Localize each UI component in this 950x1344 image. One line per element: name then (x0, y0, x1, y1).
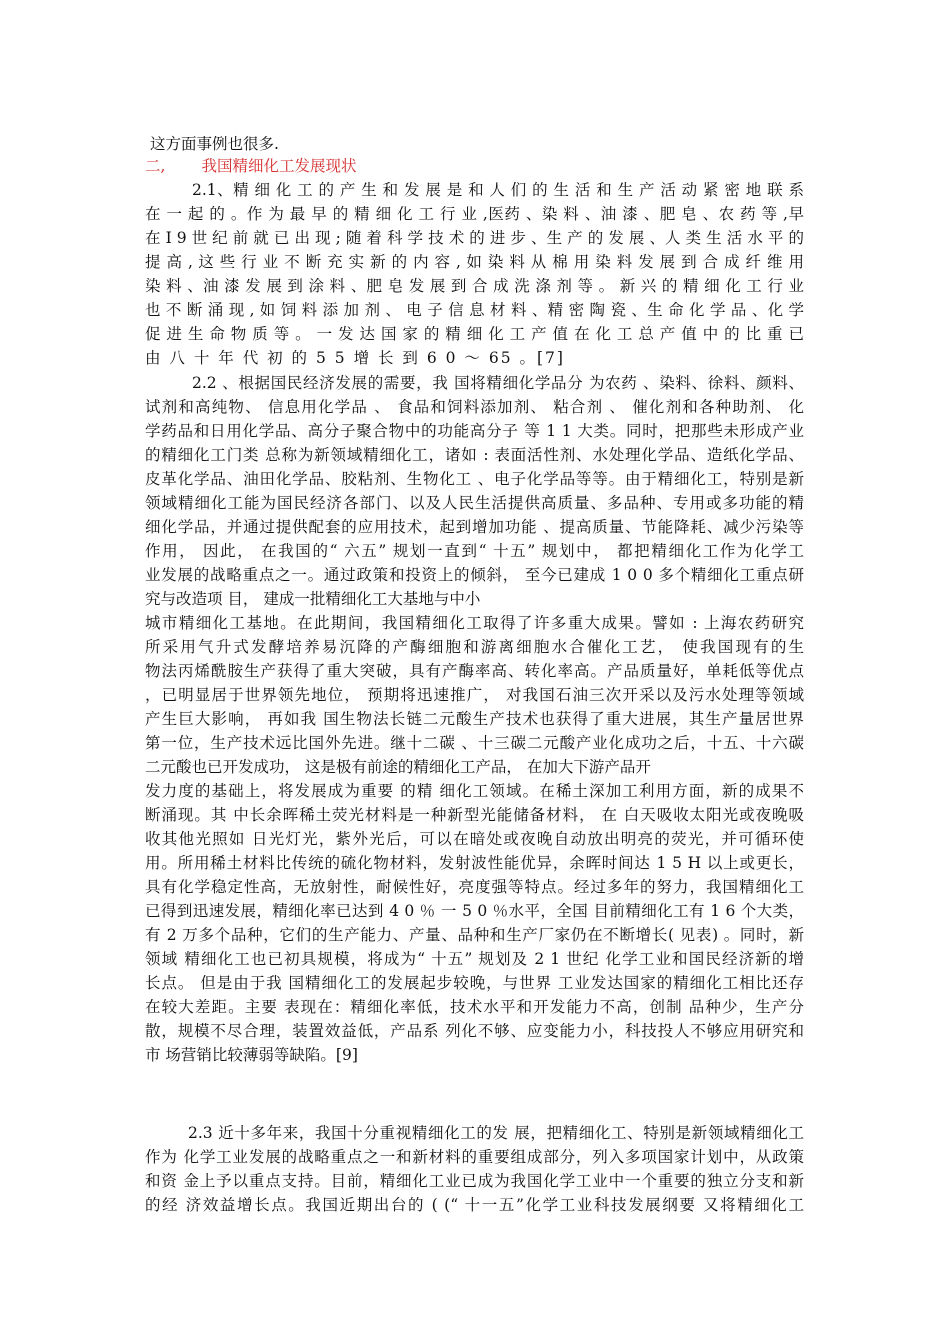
paragraph-2-1-line: 2.1、精 细 化 工 的 产 生 和 发 展 是 和 人 们 的 生 活 和 生 产 活 动 紧 密 地 联 系 (192, 181, 804, 199)
paragraph-2-2-line: 皮革化学品、油田化学品、胶粘剂、生物化工 、电子化学品等等。由于精细化工，特别是新 (145, 470, 804, 488)
intro-line: 这方面事例也很多. (150, 135, 279, 153)
paragraph-2-3-line: 的经 济效益增长点。我国近期出台的 ( (“ 十一五”化学工业科技发展纲要 又将精细化工 (145, 1196, 804, 1214)
paragraph-2-2-line: 城市精细化工基地。在此期间，我国精细化工取得了许多重大成果。譬如 : 上海农药研究 (145, 614, 804, 632)
paragraph-2-2-line: 究与改造项 目， 建成一批精细化工大基地与中小 (145, 590, 481, 608)
section-title: 我国精细化工发展现状 (201, 157, 357, 175)
paragraph-2-2-line: 2.2 、根据国民经济发展的需要，我 国将精细化学品分 为农药 、染料、徐料、颜料、 (192, 374, 804, 392)
paragraph-2-3-line: 和资 金上予以重点支持。目前，精细化工业已成为我国化学工业中一个重要的独立分支和新 (145, 1172, 804, 1190)
section-number: 二, (145, 157, 166, 175)
paragraph-2-2-line: 长点。 但是由于我 国精细化工的发展起步较晚，与世界 工业发达国家的精细化工相比还存 (145, 974, 804, 992)
paragraph-2-2-line: 散，规模不尽合理，装置效益低，产品系 列化不够、应变能力小，科技投人不够应用研究和 (145, 1022, 804, 1040)
paragraph-2-2-line: 领域 精细化工也已初具规模，将成为“ 十五” 规划及 2 1 世纪 化学工业和国民经济新的增 (145, 950, 804, 968)
paragraph-2-2-line: 市 场营销比较薄弱等缺陷。[9] (145, 1046, 358, 1064)
paragraph-2-2-line: 用。所用稀土材料比传统的硫化物材料，发射波性能优异，余晖时间达 1 5 H 以上或更长， (145, 854, 804, 872)
paragraph-2-1-line: 由 八 十 年 代 初 的 5 5 增 长 到 6 0 ～ 65 。[7] (145, 349, 565, 367)
paragraph-2-1-line: 提 高 , 这 些 行 业 不 断 充 实 新 的 内 容 , 如 染 料 从 棉 用 染 料 发 展 到 合 成 纤 维 用 (145, 253, 804, 271)
paragraph-2-1-line: 促 进 生 命 物 质 等 。 一 发 达 国 家 的 精 细 化 工 产 值 在 化 工 总 产 值 中 的 比 重 已 (145, 325, 804, 343)
paragraph-2-1-line: 在 一 起 的 。作 为 最 早 的 精 细 化 工 行 业 ,医药 、染 料 、油 漆 、肥 皂 、农 药 等 ,早 (145, 205, 804, 223)
paragraph-2-2-line: 收其他光照如 日光灯光，紫外光后，可以在暗处或夜晚自动放出明亮的荧光，并可循环使 (145, 830, 804, 848)
paragraph-2-2-line: ，已明显居于世界领先地位， 预期将迅速推广， 对我国石油三次开采以及污水处理等领域 (145, 686, 804, 704)
paragraph-2-2-line: 的精细化工门类 总称为新领域精细化工，诸如 : 表面活性剂、水处理化学品、造纸化学品、 (145, 446, 804, 464)
paragraph-2-2-line: 学药品和日用化学品、高分子聚合物中的功能高分子 等 1 1 大类。同时，把那些未形成产业 (145, 422, 804, 440)
section-heading (145, 154, 356, 178)
paragraph-2-1-line: 在 I 9 世 纪 前 就 已 出 现 ; 随 着 科 学 技 术 的 进 步 、生 产 的 发 展 、人 类 生 活 水 平 的 (145, 229, 804, 247)
paragraph-2-2-line: 所采用气升式发酵培养易沉降的产酶细胞和游离细胞水合催化工艺， 使我国现有的生 (145, 638, 804, 656)
paragraph-2-2-line: 发力度的基础上，将发展成为重要 的精 细化工领域。在稀土深加工利用方面，新的成果不 (145, 782, 804, 800)
paragraph-2-2-line: 细化学品，并通过提供配套的应用技术，起到增加功能 、提高质量、节能降耗、减少污染等 (145, 518, 804, 536)
paragraph-2-2-line: 业发展的战略重点之一。通过政策和投资上的倾斜， 至今已建成 1 0 0 多个精细化工重点研 (145, 566, 804, 584)
paragraph-2-2-line: 产生巨大影响， 再如我 国生物法长链二元酸生产技术也获得了重大进展，其生产量居世界 (145, 710, 804, 728)
paragraph-2-3-line: 2.3 近十多年来，我国十分重视精细化工的发 展，把精细化工、特别是新领域精细化工 (188, 1124, 804, 1142)
paragraph-2-2-line: 物法丙烯酰胺生产获得了重大突破，具有产酶率高、转化率高。产品质量好，单耗低等优点 (145, 662, 804, 680)
paragraph-2-2-line: 具有化学稳定性高，无放射性，耐候性好，亮度强等特点。经过多年的努力，我国精细化工 (145, 878, 804, 896)
paragraph-2-3-line: 作为 化学工业发展的战略重点之一和新材料的重要组成部分，列入多项国家计划中，从政策 (145, 1148, 804, 1166)
paragraph-2-2-line: 作用， 因此， 在我国的“ 六五” 规划一直到“ 十五” 规划中， 都把精细化工作为化学工 (145, 542, 804, 560)
paragraph-2-2-line: 断涌现。其 中长余晖稀土荧光材料是一种新型光能储备材料， 在 白天吸收太阳光或夜晚吸 (145, 806, 804, 824)
paragraph-2-2-line: 领域精细化工能为国民经济各部门、以及人民生活提供高质量、多品种、专用或多功能的精 (145, 494, 804, 512)
paragraph-2-1-line: 染 料 、油 漆 发 展 到 涂 料 、肥 皂 发 展 到 合 成 洗 涤 剂 等 。 新 兴 的 精 细 化 工 行 业 (145, 277, 804, 295)
paragraph-2-2-line: 第一位，生产技术远比国外先进。继十二碳 、十三碳二元酸产业化成功之后，十五、十六碳 (145, 734, 804, 752)
paragraph-2-1-line: 也 不 断 涌 现 , 如 饲 料 添 加 剂 、 电 子 信 息 材 料 、精 密 陶 瓷 、生 命 化 学 品 、化 学 (145, 301, 804, 319)
paragraph-2-2-line: 有 2 万多个品种，它们的生产能力、产量、品种和生产厂家仍在不断增长( 见表) 。同时，新 (145, 926, 804, 944)
paragraph-2-2-line: 在较大差距。主要 表现在：精细化率低，技术水平和开发能力不高，创制 品种少，生产分 (145, 998, 804, 1016)
paragraph-2-2-line: 二元酸也已开发成功， 这是极有前途的精细化工产品， 在加大下游产品开 (145, 758, 651, 776)
paragraph-2-2-line: 已得到迅速发展，精细化率已达到 4 0 ％ 一 5 0 ％水平，全国 目前精细化工有 1 6 个大类， (145, 902, 804, 920)
paragraph-2-2-line: 试剂和高纯物、 信息用化学品 、 食品和饲料添加剂、 粘合剂 、 催化剂和各种助剂、 化 (145, 398, 804, 416)
